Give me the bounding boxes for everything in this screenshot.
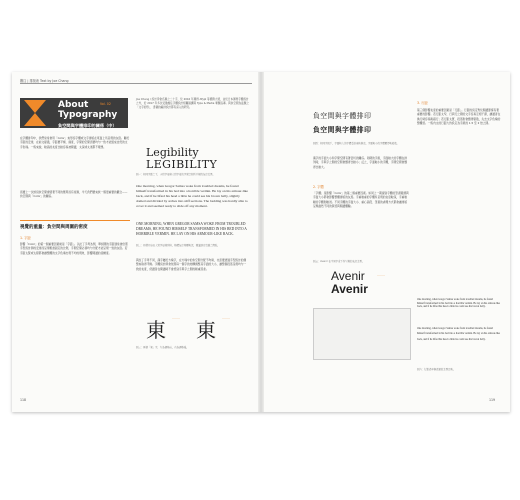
avenir-sample-regular: Avenir (331, 269, 365, 283)
legibility-lowercase: Legibility (146, 146, 199, 159)
glyph-annotation-right: ———— (222, 318, 230, 320)
section-rule (20, 220, 130, 221)
body-paragraph-2: 延續上一次談到負空間會隨著不同的應用而有差異，今天我們要來談一個更重要的觀念——負空間與「Color」的關係。 (20, 190, 128, 199)
glyph-dong-before: 東 (146, 318, 166, 342)
legibility-uppercase: LEGIBILITY (146, 158, 218, 171)
sub-heading-spacing: 1. 字距 (20, 236, 31, 240)
figure-box-spacing (313, 308, 411, 360)
page-number-left: 118 (20, 398, 27, 402)
left-page (12, 72, 261, 412)
body-paragraph-3: 影響「Color」的第一個重要因素就是「字距」。以拉丁字母為例，單詞間的字距通常會依照字型設計師的安排而呈現相當固定的比例，字間空間必須均勻分配才能呈現一致的灰度。若字距太緊或太鬆都會讓整體的文字色塊出現不均的現象，影響閱讀的流暢度。 (20, 242, 128, 255)
glyph-dong-after: 東 (196, 318, 216, 342)
title-sample-b: 負空間與字體排印 (313, 126, 372, 134)
caption-figure-3: 圖三：兩個「東」字，左為調整前，右為調整後。 (136, 346, 189, 349)
hourglass-icon (24, 100, 46, 126)
column-title-about: About (58, 100, 89, 110)
title-sample-a: 負空間與字體排印 (313, 112, 372, 120)
body-paragraph-6: 「字體」是影響「Color」的第二個重要因素。如同上一期提到字體的筆畫粗細與字面大小都會影響整體排版的灰度。字重較重的字體所呈現的灰度較深，字重較輕的字體則較淺。不同字體的字面大小、重心高低、筆畫的處理方式都會讓排版呈現截然不同的質感與閱讀體驗。 (313, 191, 409, 208)
running-head: 關注 | 排版術 Text by Joe Chang (20, 79, 69, 83)
body-paragraph-7: 第三個影響灰度的重要因素是「行距」。行距的設定對於閱讀節奏有著重要的影響。若行距太窄，行與行之間的文字容易互相干擾，讓讀者在換行時容易跳錯行；若行距太寬，段落則會顯得鬆散，失去文字色塊的整體感。一般內文的行距大約設定為字級的 1.5 至 2 倍之間。 (417, 108, 501, 125)
avenir-annotation: ———— (377, 275, 385, 277)
right-page (261, 72, 510, 412)
caption-figure-1: 圖一：相同字距之下，小寫字母與大寫字母的字間空間所呈現的灰度差異。 (136, 173, 215, 176)
caption-figure-4: 圖四：相同字級下，字面較大的字體看起來較緊密，字面較小的字體顯得較鬆散。 (313, 142, 400, 145)
body-paragraph-1: 在字體排印中，我們常常會用「Color」來形容字體或文字排版在頁面上所呈現的灰度。關於字距的安排，在前文提過，字距要平衡、適度，字間的空間需要均勻一致才能組成自然的文字色塊。一般來說，較高的灰度比較容易被閱讀，太深或太淺都不理想。 (20, 136, 130, 149)
article-title: 負空間與字體排印的關係（中） (58, 123, 117, 128)
sub-heading-leading: 3. 行距 (417, 101, 428, 105)
serif-sample-lowercase: One morning, when Gregor Samsa woke from troubled dreams, he found himself transformed in his bed into a horrible vermin. He lay on his armour-like back, and if he lifted his head a little he could see his brown belly, slightly domed and divided by arches into stiff sections. The bedding was hardly able to cover it and seemed ready to slide off any moment. (136, 184, 248, 208)
glyph-annotation-left: ———— (172, 318, 180, 320)
header-rule (20, 83, 252, 84)
latin-sample-loose: One morning, when Gregor Samsa woke from troubled dreams, he found himself transformed in his bed into a horrible vermin. He lay on his armour-like back, and if he lifted his head a little he could see his brown belly. (417, 327, 500, 341)
caption-figure-6: 圖六：行距過窄與過寬的差異比較。 (417, 368, 456, 371)
page-number-right: 119 (489, 398, 496, 402)
avenir-sample-bold: Avenir (331, 282, 368, 296)
volume-label: Vol. 02 (100, 102, 111, 106)
caption-figure-5: 圖五：Avenir 在不同字重下所呈現的灰度差異。 (313, 260, 365, 263)
column-title-typography: Typography (58, 110, 118, 120)
caption-figure-2: 圖二：同樣內容以大寫字母排列時，整體灰度明顯較深，閱讀速度也隨之降低。 (136, 244, 220, 247)
body-paragraph-5: 漢字的字面大小和字間空間有著密切的關係。同樣的字級，字面較大的字體在排列時，字與字之間的空間會顯得比較小；反之，字面較小的字體，字間空間會顯得比較大。 (313, 156, 408, 169)
sub-heading-typeface: 2. 字體 (313, 185, 324, 189)
serif-sample-uppercase: ONE MORNING, WHEN GREGOR SAMSA WOKE FROM TROUBLED DREAMS, HE FOUND HIMSELF TRANSFORMED IN HIS BED INTO A HORRIBLE VERMIN. HE LAY ON HIS ARMOUR-LIKE BACK. (136, 222, 247, 236)
author-intro: Joe Chang / 設計學會名稱之二十字，於 2016 年獲得 ATypI 等國際大獎，並於日本獲得字體設計之外，於 2017 年多次受邀擔任字體設計相關演講與 Type & Media 專題指導。與負空間為話題之「文字的形」、書籍的編排設計都有深入的研究。 (136, 98, 249, 109)
section-heading: 視覺的重量：負空間與周圍的密度 (20, 225, 88, 230)
latin-sample-tight: One morning, when Gregor Samsa woke from troubled dreams, he found himself transformed in his bed into a horrible vermin. He lay on his armour-like back, and if he lifted his head a little he could see his brown belly. (417, 298, 500, 309)
body-paragraph-4: 與拉丁字母不同，漢字屬於方塊字，在方塊中的負空間分配不均時，也需要透過字型設計的調整來取得平衡。字體設計師會依照每一個字的結構調整其字面的大小，讓整個段落呈現均勻一致的灰度，使讀者在閱讀時不會感到字與字之間的輕重落差。 (136, 258, 247, 271)
book-spread (12, 72, 510, 412)
